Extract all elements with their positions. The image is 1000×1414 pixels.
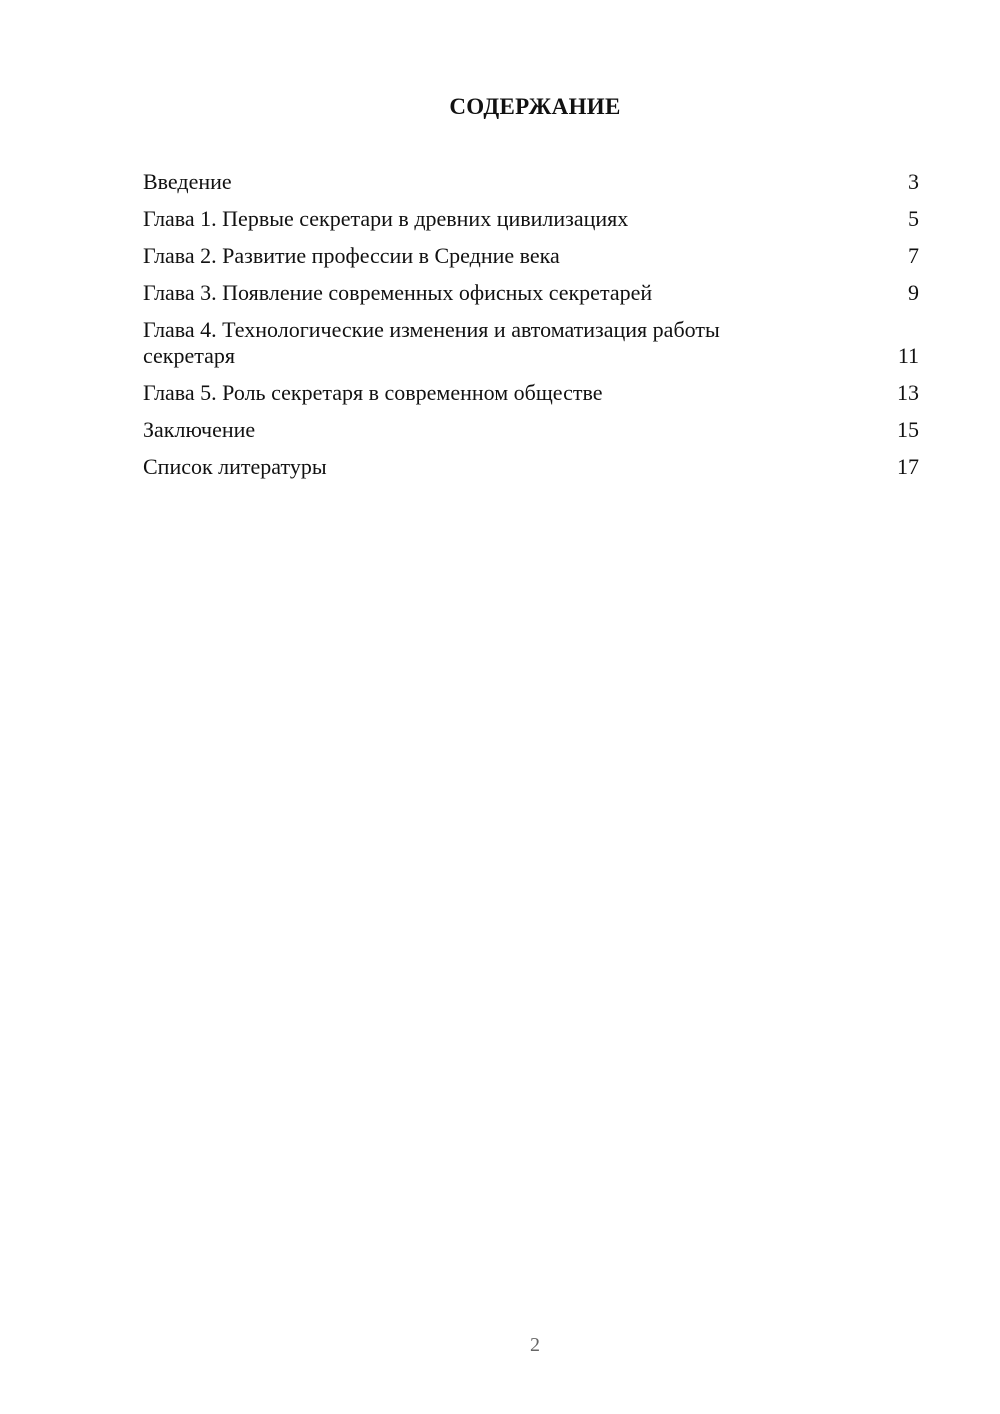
toc-entry-page: 7 — [908, 243, 919, 268]
toc-entry-label: Введение — [143, 169, 232, 194]
toc-entry-chapter-1[interactable] — [143, 206, 919, 232]
toc-entry-chapter-2[interactable] — [143, 243, 919, 269]
toc-entry-chapter-4[interactable] — [143, 317, 919, 369]
toc-entry-label: Глава 2. Развитие профессии в Средние века — [143, 243, 560, 268]
toc-entry-chapter-3[interactable] — [143, 280, 919, 306]
toc-entry-page: 17 — [897, 454, 919, 479]
page-title: СОДЕРЖАНИЕ — [449, 94, 621, 119]
toc-entry-label: Глава 4. Технологические изменения и автоматизация работы секретаря — [143, 317, 720, 368]
toc-entry-label: Список литературы — [143, 454, 327, 479]
toc-entry-page: 11 — [897, 343, 919, 368]
toc-entry-label: Заключение — [143, 417, 256, 442]
toc-entry-chapter-5[interactable] — [143, 380, 919, 406]
table-of-contents — [143, 169, 919, 491]
toc-entry-label: Глава 1. Первые секретари в древних цивилизациях — [143, 206, 629, 231]
toc-entry-conclusion[interactable] — [143, 417, 919, 443]
toc-entry-label: Глава 3. Появление современных офисных секретарей — [143, 280, 653, 305]
page-number: 2 — [530, 1334, 540, 1356]
toc-entry-page: 3 — [908, 169, 919, 194]
toc-entry-references[interactable] — [143, 454, 919, 480]
toc-entry-label: Глава 5. Роль секретаря в современном обществе — [143, 380, 603, 405]
toc-entry-page: 13 — [897, 380, 919, 405]
toc-entry-introduction[interactable] — [143, 169, 919, 195]
toc-entry-page: 5 — [908, 206, 919, 231]
toc-entry-page: 15 — [897, 417, 919, 442]
toc-entry-page: 9 — [908, 280, 919, 305]
